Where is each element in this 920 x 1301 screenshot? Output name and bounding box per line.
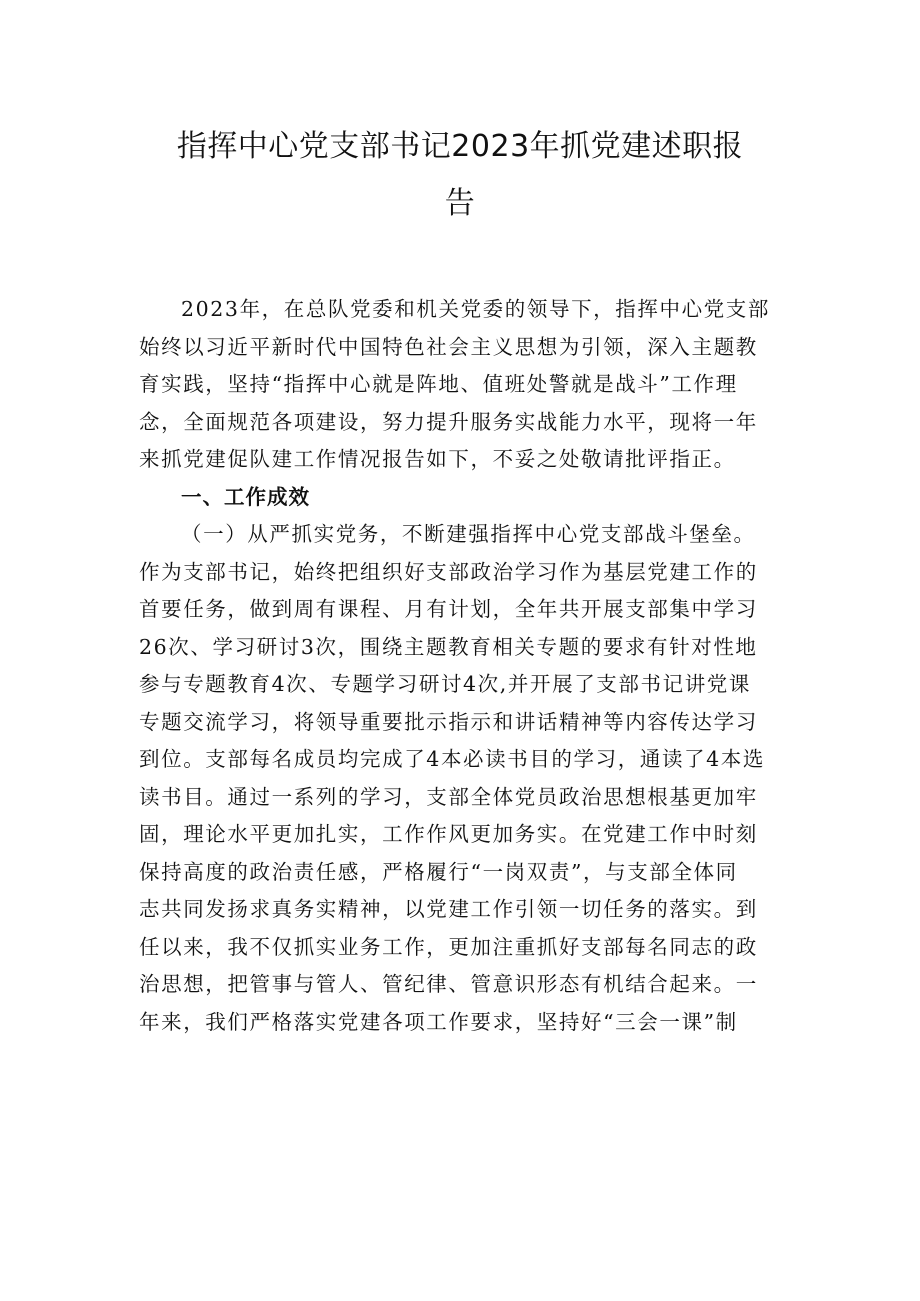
text-line: 志共同发扬求真务实精神，以党建工作引领一切任务的落实。到 xyxy=(139,897,758,921)
document-title xyxy=(150,118,770,232)
text-line: 任以来，我不仅抓实业务工作，更加注重抓好支部每名同志的政 xyxy=(139,934,758,959)
text-line: 专题交流学习，将领导重要批示指示和讲话精神等内容传达学习 xyxy=(139,709,758,734)
text-line: 年来，我们严格落实党建各项工作要求，坚持好“三会一课”制 xyxy=(139,1009,738,1034)
text-line: 2023年，在总队党委和机关党委的领导下，指挥中心党支部 xyxy=(181,297,770,321)
section-heading: 一、工作成效 xyxy=(181,484,310,509)
text-line: 始终以习近平新时代中国特色社会主义思想为引领，深入主题教 xyxy=(139,334,758,359)
text-line: 固，理论水平更加扎实，工作作风更加务实。在党建工作中时刻 xyxy=(139,822,758,846)
paragraph-section-1 xyxy=(139,516,789,1041)
text-line: 作为支部书记，始终把组织好支部政治学习作为基层党建工作的 xyxy=(139,559,758,584)
document-body xyxy=(139,291,789,1041)
text-line: 26次、学习研讨3次，围绕主题教育相关专题的要求有针对性地 xyxy=(139,634,758,659)
text-line: 治思想，把管事与管人、管纪律、管意识形态有机结合起来。一 xyxy=(139,972,758,996)
title-line: 告 xyxy=(444,186,476,221)
text-line: 念，全面规范各项建设，努力提升服务实战能力水平，现将一年 xyxy=(139,409,758,434)
text-line: 参与专题教育4次、专题学习研讨4次,并开展了支部书记讲党课 xyxy=(139,672,751,696)
text-line: 保持高度的政治责任感，严格履行“一岗双责”，与支部全体同 xyxy=(139,859,738,884)
paragraph-intro xyxy=(139,291,789,479)
text-line: 到位。支部每名成员均完成了4本必读书目的学习，通读了4本选 xyxy=(139,747,765,771)
text-line: 来抓党建促队建工作情况报告如下，不妥之处敬请批评指正。 xyxy=(139,447,736,471)
text-line: 读书目。通过一系列的学习，支部全体党员政治思想根基更加牢 xyxy=(139,784,758,809)
title-line: 指挥中心党支部书记2023年抓党建述职报 xyxy=(176,129,744,164)
text-line: 育实践，坚持“指挥中心就是阵地、值班处警就是战斗”工作理 xyxy=(139,372,738,396)
text-line: 首要任务，做到周有课程、月有计划，全年共开展支部集中学习 xyxy=(139,597,758,621)
text-line: （一）从严抓实党务，不断建强指挥中心党支部战斗堡垒。 xyxy=(181,522,756,546)
